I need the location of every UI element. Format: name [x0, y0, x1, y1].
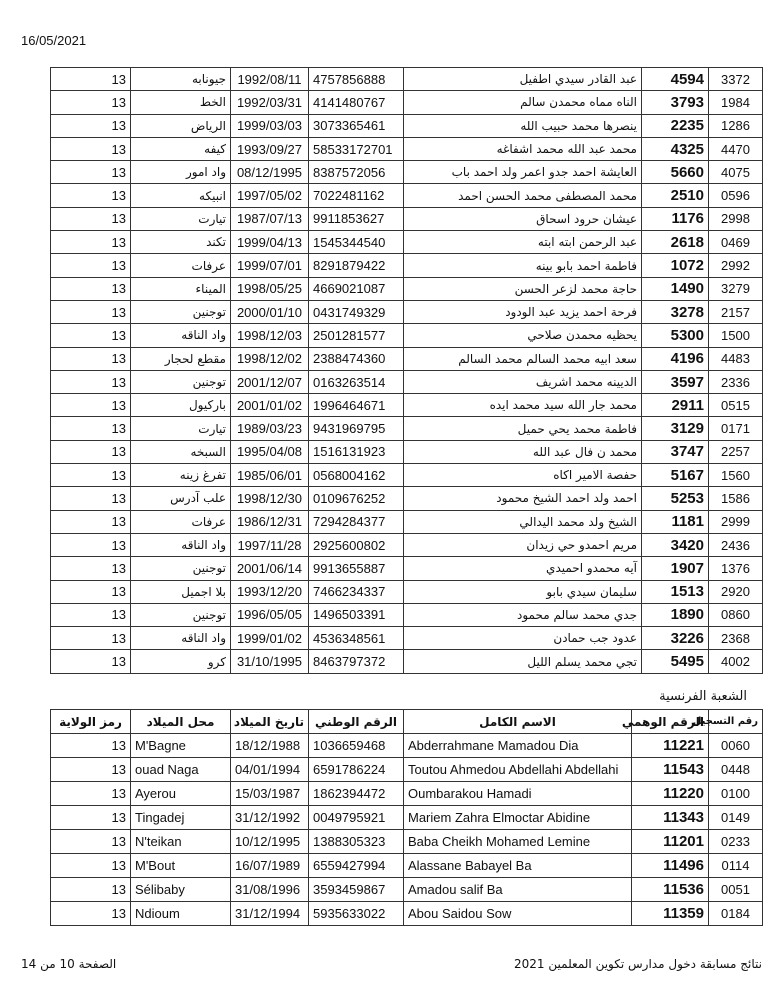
table-row	[51, 207, 763, 230]
cell-registration-number: 4002	[709, 650, 763, 673]
cell-registration-number: 2336	[709, 370, 763, 393]
cell-birth-date: 18/12/1988	[231, 734, 309, 758]
cell-national-id: 1388305323	[309, 830, 404, 854]
cell-anonymous-number: 1176	[642, 207, 709, 230]
cell-registration-number: 0171	[709, 417, 763, 440]
cell-birth-date: 1993/09/27	[231, 137, 309, 160]
cell-birth-place: توجنين	[131, 300, 231, 323]
cell-birth-date: 15/03/1987	[231, 782, 309, 806]
cell-national-id: 1036659468	[309, 734, 404, 758]
cell-anonymous-number: 5300	[642, 324, 709, 347]
cell-birth-place: M'Bagne	[131, 734, 231, 758]
cell-full-name: احمد ولد احمد الشيخ محمود	[404, 487, 642, 510]
cell-national-id: 6559427994	[309, 854, 404, 878]
cell-registration-number: 3279	[709, 277, 763, 300]
cell-registration-number: 0114	[709, 854, 763, 878]
cell-wilaya-code: 13	[51, 277, 131, 300]
cell-wilaya-code: 13	[51, 510, 131, 533]
cell-birth-date: 31/10/1995	[231, 650, 309, 673]
table-row	[51, 68, 763, 91]
cell-anonymous-number: 11201	[632, 830, 709, 854]
cell-full-name: فاطمة محمد يحي حميل	[404, 417, 642, 440]
cell-anonymous-number: 11536	[632, 878, 709, 902]
cell-birth-place: كرو	[131, 650, 231, 673]
cell-national-id: 9431969795	[309, 417, 404, 440]
cell-national-id: 0431749329	[309, 300, 404, 323]
cell-national-id: 2388474360	[309, 347, 404, 370]
cell-full-name: Baba Cheikh Mohamed Lemine	[404, 830, 632, 854]
cell-wilaya-code: 13	[51, 91, 131, 114]
cell-registration-number: 2920	[709, 580, 763, 603]
header-birth-date: تاريخ الميلاد	[231, 710, 309, 734]
cell-wilaya-code: 13	[51, 487, 131, 510]
cell-registration-number: 4075	[709, 161, 763, 184]
cell-full-name: Oumbarakou Hamadi	[404, 782, 632, 806]
cell-registration-number: 2436	[709, 533, 763, 556]
cell-anonymous-number: 3226	[642, 627, 709, 650]
cell-anonymous-number: 11343	[632, 806, 709, 830]
cell-anonymous-number: 1890	[642, 603, 709, 626]
cell-birth-place: جيونابه	[131, 68, 231, 91]
cell-anonymous-number: 3278	[642, 300, 709, 323]
cell-registration-number: 2992	[709, 254, 763, 277]
table-row	[51, 902, 763, 926]
cell-national-id: 7466234337	[309, 580, 404, 603]
cell-national-id: 7294284377	[309, 510, 404, 533]
table-row	[51, 300, 763, 323]
table-row	[51, 277, 763, 300]
cell-registration-number: 1560	[709, 464, 763, 487]
cell-birth-date: 1985/06/01	[231, 464, 309, 487]
cell-birth-place: N'teikan	[131, 830, 231, 854]
cell-national-id: 4536348561	[309, 627, 404, 650]
cell-national-id: 4669021087	[309, 277, 404, 300]
table-row	[51, 161, 763, 184]
table-row	[51, 806, 763, 830]
header-anonymous-number: الرقم الوهمي	[632, 710, 709, 734]
table-row	[51, 650, 763, 673]
cell-full-name: Amadou salif Ba	[404, 878, 632, 902]
cell-anonymous-number: 4594	[642, 68, 709, 91]
cell-national-id: 4141480767	[309, 91, 404, 114]
cell-full-name: مريم احمدو حي زيدان	[404, 533, 642, 556]
cell-wilaya-code: 13	[51, 394, 131, 417]
cell-full-name: عبد الرحمن ابته ابته	[404, 231, 642, 254]
cell-birth-place: توجنين	[131, 370, 231, 393]
cell-full-name: Abou Saidou Sow	[404, 902, 632, 926]
cell-birth-date: 10/12/1995	[231, 830, 309, 854]
table-row	[51, 114, 763, 137]
cell-anonymous-number: 11220	[632, 782, 709, 806]
cell-national-id: 2501281577	[309, 324, 404, 347]
cell-full-name: تجي محمد يسلم الليل	[404, 650, 642, 673]
table-row	[51, 184, 763, 207]
cell-national-id: 7022481162	[309, 184, 404, 207]
table-row	[51, 324, 763, 347]
cell-birth-date: 2001/01/02	[231, 394, 309, 417]
arabic-results-table	[50, 67, 763, 674]
table-row	[51, 417, 763, 440]
cell-birth-date: 1999/04/13	[231, 231, 309, 254]
cell-registration-number: 1586	[709, 487, 763, 510]
cell-wilaya-code: 13	[51, 758, 131, 782]
cell-birth-place: مقطع لحجار	[131, 347, 231, 370]
cell-wilaya-code: 13	[51, 231, 131, 254]
cell-birth-date: 1997/05/02	[231, 184, 309, 207]
cell-registration-number: 4483	[709, 347, 763, 370]
cell-birth-date: 1998/12/30	[231, 487, 309, 510]
cell-anonymous-number: 11359	[632, 902, 709, 926]
table-row	[51, 440, 763, 463]
cell-wilaya-code: 13	[51, 533, 131, 556]
cell-anonymous-number: 1072	[642, 254, 709, 277]
cell-birth-date: 1993/12/20	[231, 580, 309, 603]
cell-wilaya-code: 13	[51, 627, 131, 650]
cell-national-id: 3073365461	[309, 114, 404, 137]
french-section-title: الشعبة الفرنسية	[659, 689, 747, 704]
cell-anonymous-number: 3597	[642, 370, 709, 393]
table-row	[51, 91, 763, 114]
cell-registration-number: 2157	[709, 300, 763, 323]
cell-birth-place: ouad Naga	[131, 758, 231, 782]
cell-birth-place: تكند	[131, 231, 231, 254]
header-birth-place: محل الميلاد	[131, 710, 231, 734]
cell-full-name: Mariem Zahra Elmoctar Abidine	[404, 806, 632, 830]
table-row	[51, 370, 763, 393]
cell-national-id: 6591786224	[309, 758, 404, 782]
cell-registration-number: 0060	[709, 734, 763, 758]
cell-registration-number: 0448	[709, 758, 763, 782]
cell-registration-number: 0233	[709, 830, 763, 854]
table-row	[51, 878, 763, 902]
table-row	[51, 758, 763, 782]
cell-registration-number: 0596	[709, 184, 763, 207]
table-row	[51, 394, 763, 417]
cell-birth-place: واد الناقه	[131, 533, 231, 556]
cell-anonymous-number: 3747	[642, 440, 709, 463]
footer-title: نتائج مسابقة دخول مدارس تكوين المعلمين 2021	[514, 957, 762, 971]
cell-full-name: فاطمة احمد بابو بينه	[404, 254, 642, 277]
cell-birth-place: تيارت	[131, 207, 231, 230]
cell-registration-number: 0051	[709, 878, 763, 902]
cell-birth-place: انبيكه	[131, 184, 231, 207]
cell-full-name: محمد ن فال عبد الله	[404, 440, 642, 463]
cell-birth-date: 1987/07/13	[231, 207, 309, 230]
cell-wilaya-code: 13	[51, 347, 131, 370]
cell-full-name: الناه مماه محمدن سالم	[404, 91, 642, 114]
cell-birth-place: Ndioum	[131, 902, 231, 926]
cell-national-id: 1996464671	[309, 394, 404, 417]
cell-national-id: 4757856888	[309, 68, 404, 91]
cell-full-name: محمد المصطفى محمد الحسن احمد	[404, 184, 642, 207]
cell-anonymous-number: 1181	[642, 510, 709, 533]
cell-registration-number: 1286	[709, 114, 763, 137]
cell-anonymous-number: 5167	[642, 464, 709, 487]
cell-anonymous-number: 1490	[642, 277, 709, 300]
cell-national-id: 0109676252	[309, 487, 404, 510]
table-row	[51, 533, 763, 556]
french-table-header-row	[51, 710, 763, 734]
cell-birth-place: Sélibaby	[131, 878, 231, 902]
cell-wilaya-code: 13	[51, 854, 131, 878]
cell-registration-number: 0515	[709, 394, 763, 417]
cell-national-id: 8291879422	[309, 254, 404, 277]
cell-birth-place: Ayerou	[131, 782, 231, 806]
cell-national-id: 0049795921	[309, 806, 404, 830]
cell-registration-number: 3372	[709, 68, 763, 91]
cell-anonymous-number: 3793	[642, 91, 709, 114]
cell-birth-place: بلا اجميل	[131, 580, 231, 603]
cell-national-id: 8463797372	[309, 650, 404, 673]
table-row	[51, 510, 763, 533]
table-row	[51, 137, 763, 160]
cell-wilaya-code: 13	[51, 137, 131, 160]
cell-national-id: 58533172701	[309, 137, 404, 160]
cell-birth-date: 1986/12/31	[231, 510, 309, 533]
table-row	[51, 627, 763, 650]
cell-anonymous-number: 2510	[642, 184, 709, 207]
cell-birth-date: 1995/04/08	[231, 440, 309, 463]
cell-full-name: Alassane Babayel Ba	[404, 854, 632, 878]
cell-wilaya-code: 13	[51, 440, 131, 463]
cell-birth-date: 16/07/1989	[231, 854, 309, 878]
cell-anonymous-number: 2235	[642, 114, 709, 137]
cell-wilaya-code: 13	[51, 806, 131, 830]
cell-birth-date: 1998/12/02	[231, 347, 309, 370]
cell-anonymous-number: 1907	[642, 557, 709, 580]
cell-birth-place: الخط	[131, 91, 231, 114]
cell-national-id: 0568004162	[309, 464, 404, 487]
cell-full-name: حفصة الامير اكاه	[404, 464, 642, 487]
cell-national-id: 1496503391	[309, 603, 404, 626]
cell-birth-date: 1992/08/11	[231, 68, 309, 91]
cell-anonymous-number: 2618	[642, 231, 709, 254]
cell-birth-place: عرفات	[131, 510, 231, 533]
cell-birth-date: 1997/11/28	[231, 533, 309, 556]
cell-wilaya-code: 13	[51, 114, 131, 137]
cell-birth-place: باركيول	[131, 394, 231, 417]
cell-full-name: سعد ابيه محمد السالم محمد السالم	[404, 347, 642, 370]
cell-wilaya-code: 13	[51, 830, 131, 854]
cell-wilaya-code: 13	[51, 184, 131, 207]
cell-wilaya-code: 13	[51, 161, 131, 184]
header-full-name: الاسم الكامل	[404, 710, 632, 734]
cell-wilaya-code: 13	[51, 370, 131, 393]
header-registration-number: رقم التسجيل	[709, 710, 763, 734]
cell-registration-number: 2257	[709, 440, 763, 463]
cell-anonymous-number: 5253	[642, 487, 709, 510]
cell-wilaya-code: 13	[51, 300, 131, 323]
table-row	[51, 830, 763, 854]
table-row	[51, 254, 763, 277]
cell-wilaya-code: 13	[51, 417, 131, 440]
cell-full-name: يحظيه محمدن صلاحي	[404, 324, 642, 347]
cell-national-id: 1862394472	[309, 782, 404, 806]
cell-national-id: 9913655887	[309, 557, 404, 580]
cell-national-id: 3593459867	[309, 878, 404, 902]
cell-birth-date: 1996/05/05	[231, 603, 309, 626]
cell-registration-number: 4470	[709, 137, 763, 160]
cell-birth-date: 2001/12/07	[231, 370, 309, 393]
cell-birth-place: الميناء	[131, 277, 231, 300]
cell-national-id: 2925600802	[309, 533, 404, 556]
cell-birth-place: Tingadej	[131, 806, 231, 830]
header-national-id: الرقم الوطني	[309, 710, 404, 734]
cell-registration-number: 0184	[709, 902, 763, 926]
cell-full-name: محمد جار الله سيد محمد ايده	[404, 394, 642, 417]
cell-full-name: عيشان حرود اسحاق	[404, 207, 642, 230]
cell-birth-date: 2000/01/10	[231, 300, 309, 323]
cell-registration-number: 0149	[709, 806, 763, 830]
table-row	[51, 557, 763, 580]
table-row	[51, 854, 763, 878]
cell-birth-date: 31/08/1996	[231, 878, 309, 902]
cell-registration-number: 0860	[709, 603, 763, 626]
french-results-table	[50, 709, 763, 926]
cell-wilaya-code: 13	[51, 254, 131, 277]
cell-anonymous-number: 1513	[642, 580, 709, 603]
cell-anonymous-number: 5495	[642, 650, 709, 673]
cell-birth-place: واد الناقه	[131, 324, 231, 347]
cell-national-id: 9911853627	[309, 207, 404, 230]
cell-wilaya-code: 13	[51, 324, 131, 347]
cell-national-id: 0163263514	[309, 370, 404, 393]
cell-national-id: 8387572056	[309, 161, 404, 184]
cell-anonymous-number: 11496	[632, 854, 709, 878]
cell-birth-place: تفرغ زينه	[131, 464, 231, 487]
cell-birth-place: علب آدرس	[131, 487, 231, 510]
cell-birth-date: 31/12/1992	[231, 806, 309, 830]
cell-birth-place: توجنين	[131, 557, 231, 580]
header-wilaya-code: رمز الولاية	[51, 710, 131, 734]
cell-wilaya-code: 13	[51, 902, 131, 926]
cell-birth-place: واد امور	[131, 161, 231, 184]
cell-birth-place: عرفات	[131, 254, 231, 277]
table-row	[51, 782, 763, 806]
cell-full-name: عدود جب حمادن	[404, 627, 642, 650]
cell-wilaya-code: 13	[51, 603, 131, 626]
cell-birth-place: كيفه	[131, 137, 231, 160]
table-row	[51, 487, 763, 510]
cell-birth-place: M'Bout	[131, 854, 231, 878]
cell-national-id: 1516131923	[309, 440, 404, 463]
cell-wilaya-code: 13	[51, 557, 131, 580]
cell-anonymous-number: 5660	[642, 161, 709, 184]
cell-full-name: سليمان سيدي بابو	[404, 580, 642, 603]
cell-full-name: Toutou Ahmedou Abdellahi Abdellahi	[404, 758, 632, 782]
cell-anonymous-number: 3420	[642, 533, 709, 556]
cell-anonymous-number: 11543	[632, 758, 709, 782]
table-row	[51, 580, 763, 603]
cell-birth-date: 1998/05/25	[231, 277, 309, 300]
cell-registration-number: 2999	[709, 510, 763, 533]
table-row	[51, 603, 763, 626]
cell-wilaya-code: 13	[51, 580, 131, 603]
cell-full-name: جدي محمد سالم محمود	[404, 603, 642, 626]
cell-wilaya-code: 13	[51, 782, 131, 806]
cell-wilaya-code: 13	[51, 734, 131, 758]
cell-birth-date: 04/01/1994	[231, 758, 309, 782]
print-date: 16/05/2021	[21, 33, 87, 48]
cell-full-name: فرحة احمد يزيد عبد الودود	[404, 300, 642, 323]
cell-birth-date: 2001/06/14	[231, 557, 309, 580]
cell-national-id: 5935633022	[309, 902, 404, 926]
cell-wilaya-code: 13	[51, 650, 131, 673]
cell-birth-date: 1999/01/02	[231, 627, 309, 650]
cell-registration-number: 0469	[709, 231, 763, 254]
table-row	[51, 464, 763, 487]
cell-registration-number: 1376	[709, 557, 763, 580]
cell-full-name: ينصرها محمد حبيب الله	[404, 114, 642, 137]
cell-registration-number: 1500	[709, 324, 763, 347]
cell-birth-place: واد الناقه	[131, 627, 231, 650]
cell-registration-number: 2368	[709, 627, 763, 650]
cell-full-name: حاجة محمد لزعر الحسن	[404, 277, 642, 300]
cell-birth-date: 1999/07/01	[231, 254, 309, 277]
table-row	[51, 347, 763, 370]
cell-national-id: 1545344540	[309, 231, 404, 254]
cell-anonymous-number: 11221	[632, 734, 709, 758]
cell-birth-date: 1999/03/03	[231, 114, 309, 137]
cell-birth-place: توجنين	[131, 603, 231, 626]
cell-full-name: آيه محمدو احميدي	[404, 557, 642, 580]
cell-anonymous-number: 3129	[642, 417, 709, 440]
page-number: الصفحة 10 من 14	[21, 957, 117, 971]
cell-wilaya-code: 13	[51, 68, 131, 91]
cell-registration-number: 1984	[709, 91, 763, 114]
cell-full-name: الديينه محمد اشريف	[404, 370, 642, 393]
cell-registration-number: 2998	[709, 207, 763, 230]
cell-birth-place: تيارت	[131, 417, 231, 440]
cell-full-name: محمد عبد الله محمد اشفاغه	[404, 137, 642, 160]
cell-full-name: عبد القادر سيدي اطفيل	[404, 68, 642, 91]
cell-wilaya-code: 13	[51, 207, 131, 230]
cell-anonymous-number: 4325	[642, 137, 709, 160]
cell-full-name: العايشة احمد جدو اعمر ولد احمد باب	[404, 161, 642, 184]
cell-birth-date: 1998/12/03	[231, 324, 309, 347]
cell-birth-date: 08/12/1995	[231, 161, 309, 184]
cell-wilaya-code: 13	[51, 878, 131, 902]
cell-wilaya-code: 13	[51, 464, 131, 487]
cell-birth-date: 1989/03/23	[231, 417, 309, 440]
cell-full-name: Abderrahmane Mamadou Dia	[404, 734, 632, 758]
cell-birth-place: الرياض	[131, 114, 231, 137]
cell-birth-place: السبخه	[131, 440, 231, 463]
table-row	[51, 734, 763, 758]
cell-anonymous-number: 2911	[642, 394, 709, 417]
table-row	[51, 231, 763, 254]
cell-birth-date: 1992/03/31	[231, 91, 309, 114]
cell-full-name: الشيخ ولد محمد اليدالي	[404, 510, 642, 533]
cell-registration-number: 0100	[709, 782, 763, 806]
cell-birth-date: 31/12/1994	[231, 902, 309, 926]
cell-anonymous-number: 4196	[642, 347, 709, 370]
